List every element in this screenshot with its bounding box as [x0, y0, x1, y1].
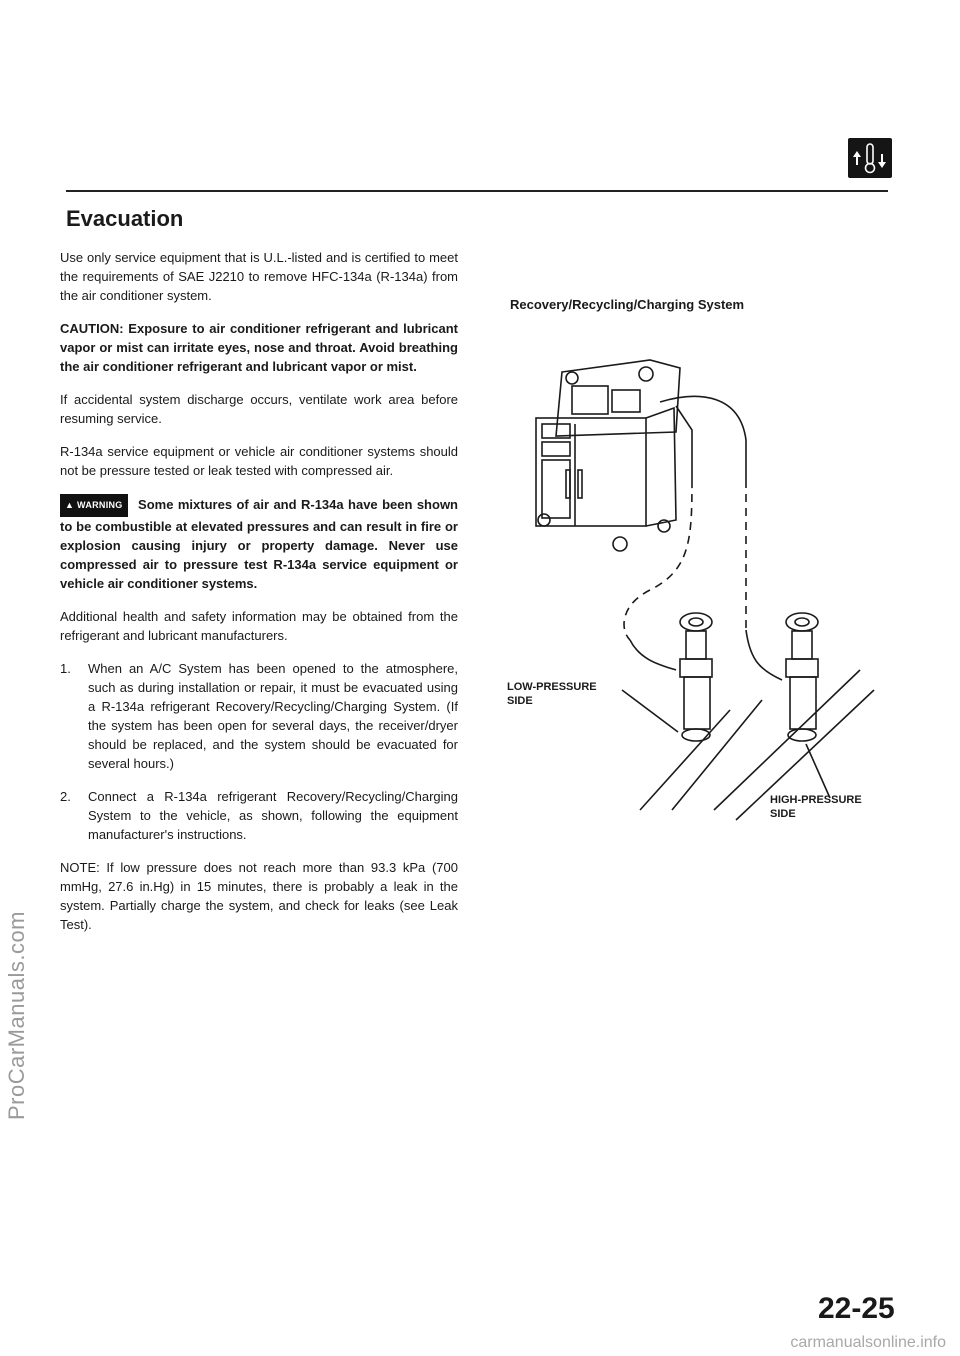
- low-pressure-label-line1: LOW-PRESSURE: [507, 681, 597, 693]
- high-pressure-label-line2: SIDE: [770, 808, 796, 820]
- diagram-title: Recovery/Recycling/Charging System: [510, 297, 745, 312]
- machine-cabinet-side: [646, 408, 676, 526]
- drawer-2: [542, 442, 570, 456]
- watermark: ProCarManuals.com: [4, 910, 29, 1120]
- warning-text: Some mixtures of air and R-134a have been shown to be combustible at elevated pressures and can result in fire or explosion causing injury or property damage. Never use compressed air to pressure test R-134a service equipment or vehicle air conditioner systems.: [60, 497, 458, 591]
- footer-url[interactable]: carmanualsonline.info: [790, 1334, 946, 1351]
- machine-display: [572, 386, 608, 414]
- wheel: [613, 537, 627, 551]
- header-rule: [66, 190, 888, 192]
- intro-paragraph: Use only service equipment that is U.L.-listed and is certified to meet the requirements of SAE J2210 to remove HFC-134a (R-134a) from the air conditioner system.: [60, 250, 458, 303]
- page-title: Evacuation: [66, 206, 184, 231]
- step-1: [60, 659, 458, 773]
- pressure-test-paragraph: R-134a service equipment or vehicle air conditioner systems should not be pressure tested or leak tested with compressed air.: [60, 444, 458, 478]
- step-2: [60, 787, 458, 844]
- note-paragraph: NOTE: If low pressure does not reach more than 93.3 kPa (700 mmHg, 27.6 in.Hg) in 15 minutes, there is probably a leak in the system. Partially charge the system, and check for leaks (see Leak Test).: [60, 860, 458, 932]
- left-column: [60, 248, 458, 948]
- low-pressure-hose: [676, 406, 692, 480]
- warning-badge-label: WARNING: [77, 500, 123, 510]
- machine-keypad: [612, 390, 640, 412]
- health-paragraph: Additional health and safety information may be obtained from the refrigerant and lubricant manufacturers.: [60, 609, 458, 643]
- thermometer-arrows-icon: [848, 138, 892, 178]
- high-pressure-label: [770, 793, 862, 821]
- discharge-paragraph: If accidental system discharge occurs, ventilate work area before resuming service.: [60, 392, 458, 426]
- caution-text: Exposure to air conditioner refrigerant and lubricant vapor or mist can irritate eyes, nose and throat. Avoid breathing the air conditioner refrigerant and lubricant vapor or mist.: [60, 321, 458, 374]
- step-text: Connect a R-134a refrigerant Recovery/Recycling/Charging System to the vehicle, as shown, following the equipment manufacturer's instructions.: [88, 789, 458, 842]
- gauge-right: [639, 367, 653, 381]
- caution-label: CAUTION:: [60, 321, 124, 336]
- recovery-system-diagram: [500, 340, 900, 840]
- page-number: 22-25: [818, 1292, 895, 1325]
- gauge-left: [566, 372, 578, 384]
- valve-cap: [786, 613, 818, 631]
- step-text: When an A/C System has been opened to the atmosphere, such as during installation or repair, it must be evacuated using a R-134a refrigerant Recovery/Recycling/Charging System. (If the system has been open for several days, the receiver/dryer should be replaced, and the system should be evacuated for several hours.): [88, 661, 458, 771]
- step-number: 2.: [60, 789, 71, 804]
- low-pressure-label-line2: SIDE: [507, 695, 533, 707]
- warning-paragraph: [60, 494, 458, 593]
- caution-paragraph: [60, 319, 458, 376]
- steps-list: [60, 659, 458, 844]
- warning-badge: ▲ WARNING: [60, 494, 128, 517]
- valve-cap: [680, 613, 712, 631]
- step-number: 1.: [60, 661, 71, 676]
- low-pressure-label: [507, 680, 597, 708]
- high-pressure-label-line1: HIGH-PRESSURE: [770, 794, 862, 806]
- wheel: [538, 514, 550, 526]
